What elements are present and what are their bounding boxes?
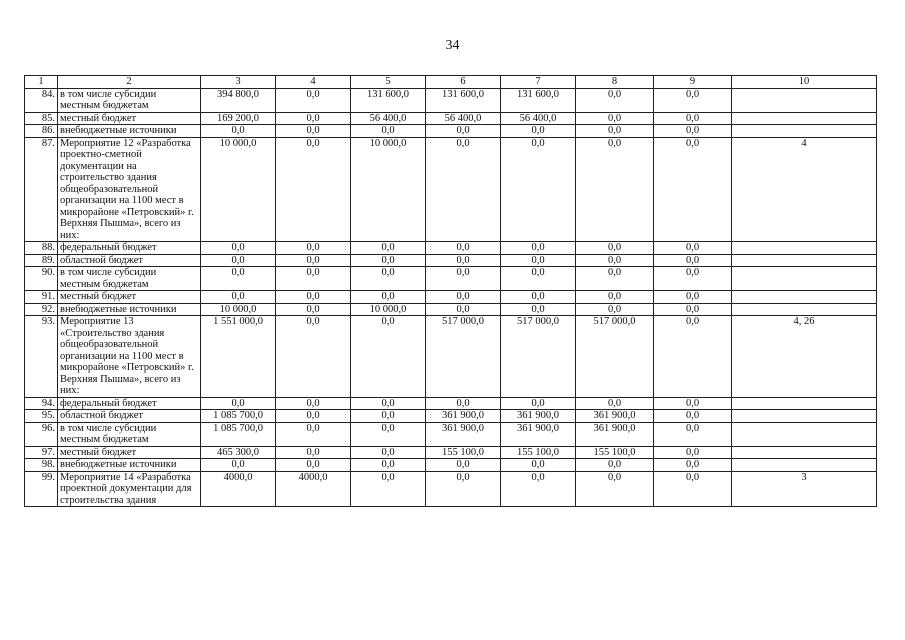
value-cell-col5: 131 600,0 [351, 88, 426, 112]
row-number-cell: 99. [25, 471, 58, 507]
value-cell-col9: 0,0 [654, 88, 732, 112]
row-number-cell: 85. [25, 112, 58, 125]
value-cell-col6: 0,0 [426, 254, 501, 267]
header-cell: 5 [351, 76, 426, 89]
value-cell-col5: 0,0 [351, 446, 426, 459]
target-ref-cell [732, 303, 877, 316]
item-name-cell: местный бюджет [58, 291, 201, 304]
value-cell-col9: 0,0 [654, 471, 732, 507]
item-name-cell: внебюджетные источники [58, 459, 201, 472]
value-cell-col9: 0,0 [654, 446, 732, 459]
table-row [25, 267, 877, 291]
value-cell-col4: 0,0 [276, 316, 351, 398]
page-number: 34 [445, 38, 460, 53]
value-cell-col7: 361 900,0 [501, 410, 576, 423]
value-cell-col6: 0,0 [426, 267, 501, 291]
value-cell-col9: 0,0 [654, 125, 732, 138]
value-cell-col8: 0,0 [576, 242, 654, 255]
table-row [25, 422, 877, 446]
value-cell-col8: 0,0 [576, 471, 654, 507]
table-row [25, 471, 877, 507]
item-name-cell: в том числе субсидии местным бюджетам [58, 267, 201, 291]
value-cell-col4: 0,0 [276, 88, 351, 112]
value-cell-col7: 0,0 [501, 471, 576, 507]
value-cell-col7: 0,0 [501, 397, 576, 410]
item-name-cell: местный бюджет [58, 112, 201, 125]
value-cell-col9: 0,0 [654, 422, 732, 446]
value-cell-col7: 56 400,0 [501, 112, 576, 125]
header-cell: 7 [501, 76, 576, 89]
target-ref-cell [732, 254, 877, 267]
value-cell-col4: 0,0 [276, 446, 351, 459]
value-cell-col9: 0,0 [654, 291, 732, 304]
header-cell: 6 [426, 76, 501, 89]
row-number-cell: 88. [25, 242, 58, 255]
table-body [25, 76, 877, 507]
value-cell-col5: 10 000,0 [351, 137, 426, 242]
value-cell-col3: 4000,0 [201, 471, 276, 507]
value-cell-col7: 0,0 [501, 303, 576, 316]
value-cell-col9: 0,0 [654, 303, 732, 316]
value-cell-col6: 0,0 [426, 242, 501, 255]
value-cell-col9: 0,0 [654, 410, 732, 423]
header-cell: 2 [58, 76, 201, 89]
row-number-cell: 98. [25, 459, 58, 472]
value-cell-col8: 0,0 [576, 291, 654, 304]
row-number-cell: 90. [25, 267, 58, 291]
value-cell-col4: 0,0 [276, 422, 351, 446]
value-cell-col4: 0,0 [276, 125, 351, 138]
row-number-cell: 94. [25, 397, 58, 410]
value-cell-col4: 0,0 [276, 267, 351, 291]
item-name-cell: местный бюджет [58, 446, 201, 459]
value-cell-col3: 0,0 [201, 267, 276, 291]
target-ref-cell: 3 [732, 471, 877, 507]
value-cell-col6: 0,0 [426, 291, 501, 304]
table-row [25, 459, 877, 472]
item-name-cell: в том числе субсидии местным бюджетам [58, 422, 201, 446]
target-ref-cell [732, 125, 877, 138]
value-cell-col8: 0,0 [576, 459, 654, 472]
target-ref-cell [732, 410, 877, 423]
value-cell-col5: 0,0 [351, 254, 426, 267]
table-row [25, 397, 877, 410]
value-cell-col5: 0,0 [351, 242, 426, 255]
target-ref-cell [732, 267, 877, 291]
value-cell-col3: 169 200,0 [201, 112, 276, 125]
table-row [25, 242, 877, 255]
value-cell-col5: 10 000,0 [351, 303, 426, 316]
value-cell-col5: 0,0 [351, 291, 426, 304]
value-cell-col3: 10 000,0 [201, 137, 276, 242]
value-cell-col3: 0,0 [201, 459, 276, 472]
item-name-cell: областной бюджет [58, 254, 201, 267]
header-cell: 1 [25, 76, 58, 89]
item-name-cell: областной бюджет [58, 410, 201, 423]
row-number-cell: 97. [25, 446, 58, 459]
value-cell-col7: 0,0 [501, 459, 576, 472]
value-cell-col9: 0,0 [654, 112, 732, 125]
value-cell-col3: 0,0 [201, 242, 276, 255]
item-name-cell: федеральный бюджет [58, 397, 201, 410]
item-name-cell: федеральный бюджет [58, 242, 201, 255]
value-cell-col3: 1 551 000,0 [201, 316, 276, 398]
target-ref-cell [732, 397, 877, 410]
target-ref-cell [732, 459, 877, 472]
row-number-cell: 92. [25, 303, 58, 316]
value-cell-col9: 0,0 [654, 316, 732, 398]
value-cell-col9: 0,0 [654, 242, 732, 255]
value-cell-col6: 56 400,0 [426, 112, 501, 125]
row-number-cell: 96. [25, 422, 58, 446]
target-ref-cell [732, 291, 877, 304]
value-cell-col7: 0,0 [501, 291, 576, 304]
value-cell-col3: 0,0 [201, 125, 276, 138]
item-name-cell: Мероприятие 14 «Разработка проектной документации для строительства здания [58, 471, 201, 507]
target-ref-cell: 4 [732, 137, 877, 242]
value-cell-col8: 0,0 [576, 112, 654, 125]
value-cell-col8: 0,0 [576, 137, 654, 242]
value-cell-col6: 0,0 [426, 303, 501, 316]
value-cell-col5: 0,0 [351, 459, 426, 472]
value-cell-col4: 0,0 [276, 397, 351, 410]
value-cell-col4: 0,0 [276, 291, 351, 304]
value-cell-col6: 155 100,0 [426, 446, 501, 459]
value-cell-col6: 0,0 [426, 471, 501, 507]
value-cell-col5: 0,0 [351, 422, 426, 446]
header-cell: 9 [654, 76, 732, 89]
row-number-cell: 87. [25, 137, 58, 242]
value-cell-col4: 0,0 [276, 410, 351, 423]
value-cell-col7: 0,0 [501, 137, 576, 242]
table-row [25, 125, 877, 138]
header-cell: 4 [276, 76, 351, 89]
item-name-cell: внебюджетные источники [58, 125, 201, 138]
value-cell-col8: 0,0 [576, 254, 654, 267]
value-cell-col6: 0,0 [426, 125, 501, 138]
table-row [25, 303, 877, 316]
value-cell-col6: 517 000,0 [426, 316, 501, 398]
value-cell-col9: 0,0 [654, 397, 732, 410]
value-cell-col5: 0,0 [351, 267, 426, 291]
value-cell-col7: 0,0 [501, 125, 576, 138]
value-cell-col8: 155 100,0 [576, 446, 654, 459]
value-cell-col7: 0,0 [501, 242, 576, 255]
header-cell: 8 [576, 76, 654, 89]
table-row [25, 137, 877, 242]
value-cell-col4: 0,0 [276, 112, 351, 125]
value-cell-col7: 155 100,0 [501, 446, 576, 459]
value-cell-col8: 0,0 [576, 267, 654, 291]
value-cell-col7: 361 900,0 [501, 422, 576, 446]
row-number-cell: 86. [25, 125, 58, 138]
value-cell-col3: 394 800,0 [201, 88, 276, 112]
target-ref-cell [732, 88, 877, 112]
table-row [25, 88, 877, 112]
value-cell-col5: 0,0 [351, 125, 426, 138]
value-cell-col6: 0,0 [426, 137, 501, 242]
item-name-cell: Мероприятие 13 «Строительство здания общеобразовательной организации на 1100 мест в микрорайоне «Петровский» г. Верхняя Пышма», всего из них: [58, 316, 201, 398]
table-row [25, 254, 877, 267]
value-cell-col3: 1 085 700,0 [201, 410, 276, 423]
table-row [25, 410, 877, 423]
target-ref-cell [732, 112, 877, 125]
value-cell-col3: 0,0 [201, 291, 276, 304]
header-cell: 3 [201, 76, 276, 89]
row-number-cell: 89. [25, 254, 58, 267]
value-cell-col8: 361 900,0 [576, 410, 654, 423]
value-cell-col3: 0,0 [201, 254, 276, 267]
target-ref-cell: 4, 26 [732, 316, 877, 398]
value-cell-col7: 0,0 [501, 267, 576, 291]
value-cell-col3: 0,0 [201, 397, 276, 410]
value-cell-col4: 4000,0 [276, 471, 351, 507]
value-cell-col7: 0,0 [501, 254, 576, 267]
value-cell-col5: 0,0 [351, 471, 426, 507]
value-cell-col6: 0,0 [426, 397, 501, 410]
table-header-row [25, 76, 877, 89]
value-cell-col8: 0,0 [576, 125, 654, 138]
value-cell-col4: 0,0 [276, 242, 351, 255]
value-cell-col9: 0,0 [654, 137, 732, 242]
row-number-cell: 91. [25, 291, 58, 304]
table-row [25, 446, 877, 459]
value-cell-col8: 517 000,0 [576, 316, 654, 398]
value-cell-col6: 0,0 [426, 459, 501, 472]
value-cell-col3: 465 300,0 [201, 446, 276, 459]
value-cell-col5: 0,0 [351, 410, 426, 423]
item-name-cell: в том числе субсидии местным бюджетам [58, 88, 201, 112]
item-name-cell: внебюджетные источники [58, 303, 201, 316]
value-cell-col7: 517 000,0 [501, 316, 576, 398]
table-row [25, 316, 877, 398]
value-cell-col3: 10 000,0 [201, 303, 276, 316]
budget-table [24, 75, 877, 507]
value-cell-col4: 0,0 [276, 137, 351, 242]
item-name-cell: Мероприятие 12 «Разработка проектно-сметной документации на строительство здания общеобразовательной организации на 1100 мест в микрорайоне «Петровский» г. Верхняя Пышма», всего из них: [58, 137, 201, 242]
table-row [25, 291, 877, 304]
target-ref-cell [732, 422, 877, 446]
header-cell: 10 [732, 76, 877, 89]
value-cell-col8: 361 900,0 [576, 422, 654, 446]
value-cell-col7: 131 600,0 [501, 88, 576, 112]
value-cell-col8: 0,0 [576, 88, 654, 112]
value-cell-col6: 361 900,0 [426, 410, 501, 423]
value-cell-col5: 0,0 [351, 316, 426, 398]
value-cell-col6: 361 900,0 [426, 422, 501, 446]
value-cell-col9: 0,0 [654, 459, 732, 472]
value-cell-col6: 131 600,0 [426, 88, 501, 112]
value-cell-col9: 0,0 [654, 254, 732, 267]
value-cell-col5: 56 400,0 [351, 112, 426, 125]
value-cell-col8: 0,0 [576, 397, 654, 410]
value-cell-col8: 0,0 [576, 303, 654, 316]
value-cell-col4: 0,0 [276, 303, 351, 316]
row-number-cell: 95. [25, 410, 58, 423]
table-row [25, 112, 877, 125]
value-cell-col4: 0,0 [276, 254, 351, 267]
target-ref-cell [732, 446, 877, 459]
value-cell-col9: 0,0 [654, 267, 732, 291]
row-number-cell: 84. [25, 88, 58, 112]
value-cell-col5: 0,0 [351, 397, 426, 410]
value-cell-col4: 0,0 [276, 459, 351, 472]
target-ref-cell [732, 242, 877, 255]
value-cell-col3: 1 085 700,0 [201, 422, 276, 446]
row-number-cell: 93. [25, 316, 58, 398]
